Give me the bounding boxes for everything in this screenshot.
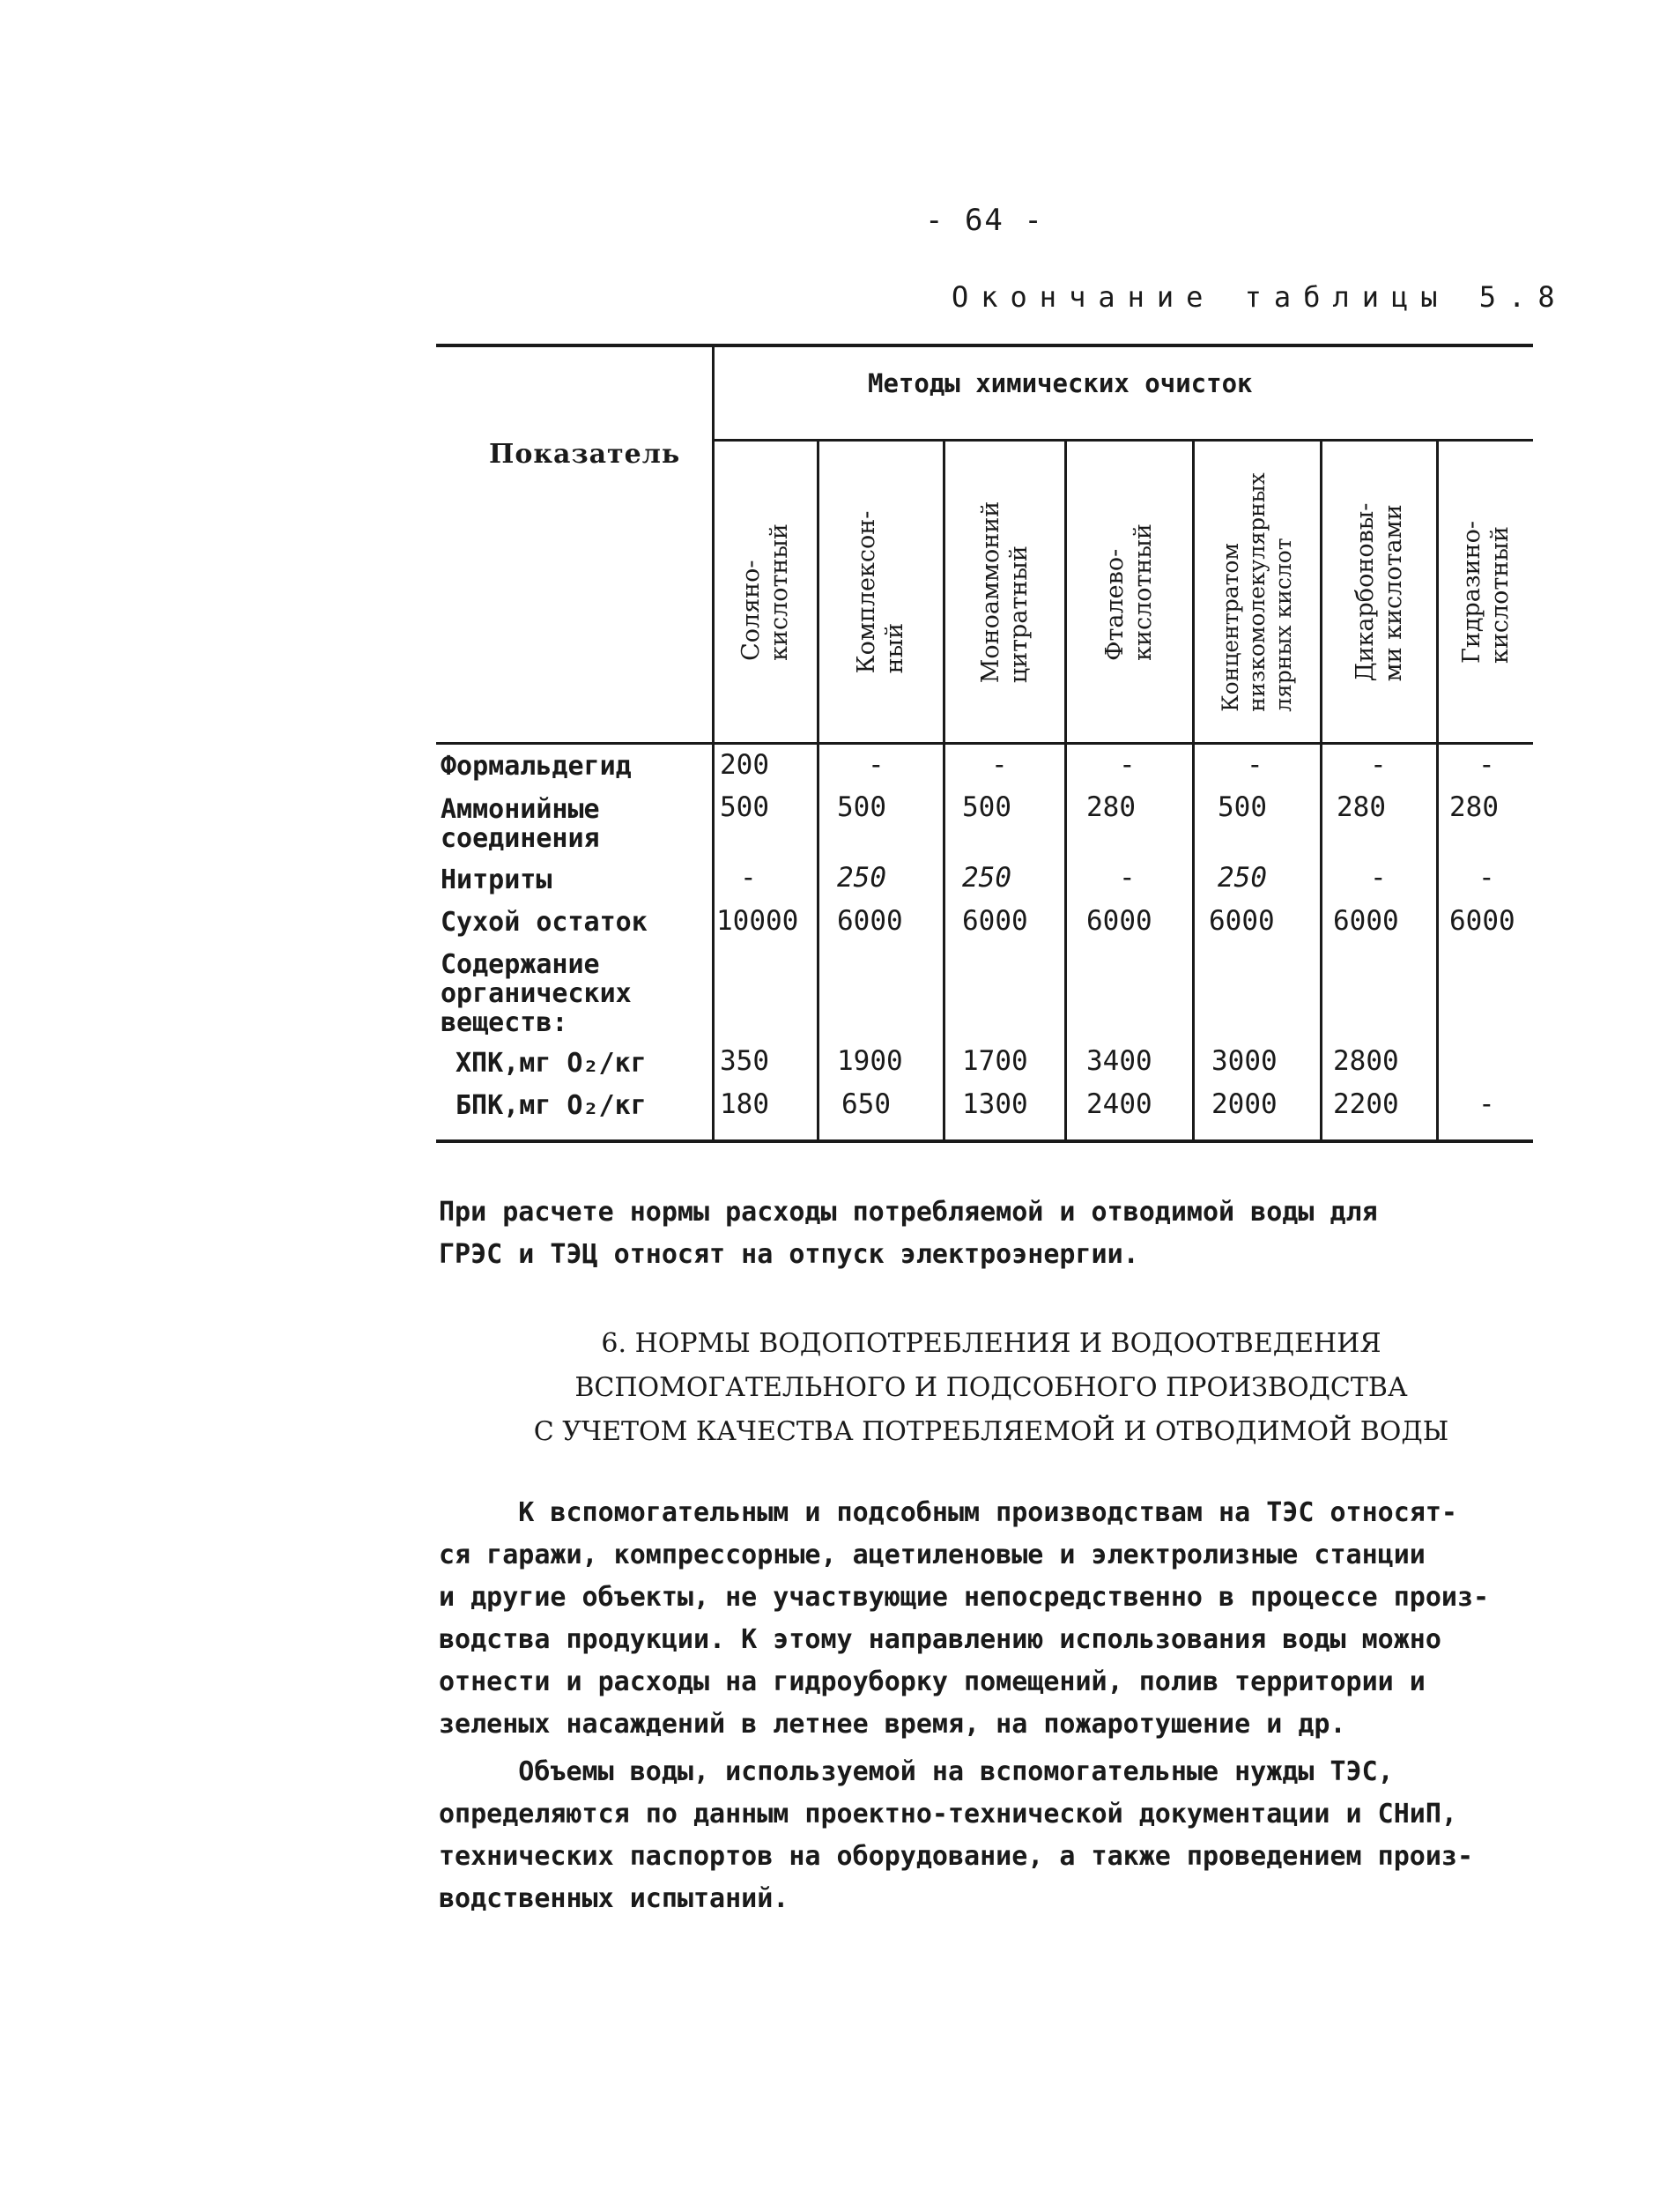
table-cell: 250: [962, 862, 1011, 894]
table-cell: -: [868, 749, 885, 781]
table-top-border: [436, 344, 1533, 347]
row-label: Нитриты: [441, 865, 552, 895]
table-cell: -: [991, 749, 1008, 781]
table-cell: 1700: [962, 1045, 1028, 1077]
table-cell: 180: [720, 1088, 769, 1120]
row-label: Сухой остаток: [441, 907, 648, 938]
table-cell: -: [740, 862, 757, 894]
methods-header-divider: [712, 439, 1533, 442]
column-header: Комплексон- ный: [853, 510, 908, 674]
table-cell: 3000: [1211, 1045, 1278, 1077]
table-cell: 280: [1449, 791, 1499, 823]
table-cell: 6000: [962, 905, 1028, 937]
table-cell: 350: [720, 1045, 769, 1077]
table-cell: -: [1478, 1088, 1495, 1120]
column-header: Гидразино- кислотный: [1457, 521, 1514, 664]
column-header: Соляно- кислотный: [737, 523, 793, 661]
section-title-line: ВСПОМОГАТЕЛЬНОГО И ПОДСОБНОГО ПРОИЗВОДСТВА: [574, 1372, 1408, 1403]
table-cell: 6000: [1333, 905, 1399, 937]
section-title-line: 6. НОРМЫ ВОДОПОТРЕБЛЕНИЯ И ВОДООТВЕДЕНИЯ: [601, 1328, 1381, 1359]
table-cell: 250: [837, 862, 886, 894]
table-cell: 250: [1218, 862, 1267, 894]
header-bottom-border: [436, 742, 1533, 745]
table-cell: 2000: [1211, 1088, 1278, 1120]
column-header: Моноаммоний цитратный: [976, 501, 1033, 684]
column-header: Фталево- кислотный: [1101, 523, 1157, 661]
table-cell: -: [1119, 749, 1136, 781]
section-title: [441, 1322, 1542, 1454]
table-cell: 6000: [837, 905, 903, 937]
table-cell: -: [1478, 862, 1495, 894]
page-number: - 64 -: [925, 203, 1044, 238]
table-cell: -: [1119, 862, 1136, 894]
table-cell: -: [1478, 749, 1495, 781]
table-cell: 10000: [716, 905, 799, 937]
table-cell: 500: [837, 791, 886, 823]
table-cell: 500: [962, 791, 1011, 823]
table-cell: 2800: [1333, 1045, 1399, 1077]
table-cell: -: [1370, 862, 1387, 894]
row-label: БПК,мг O₂/кг: [456, 1090, 647, 1121]
column-header: Концентратом низкомолекулярных лярных кислот: [1218, 472, 1296, 712]
row-label: Содержание органических веществ:: [441, 949, 632, 1038]
paragraph-norms-note: При расчете нормы расходы потребляемой и отводимой воды для ГРЭС и ТЭЦ относят на отпуск электроэнергии.: [439, 1197, 1378, 1270]
table-cell: 280: [1337, 791, 1386, 823]
indicator-header: Показатель: [489, 439, 681, 470]
paragraph-auxiliary-production: К вспомогательным и подсобным производствам на ТЭС относят- ся гаражи, компрессорные, ацетиленовые и электролизные станции и другие объекты, не участвующие непосредственно в процессе произ- водства продукции. К этому направлению использования воды можно отнести и расходы на гидроуборку помещений, полив территории и зеленых насаждений в летнее время, на пожаротушение и др.: [439, 1497, 1490, 1740]
table-cell: 6000: [1449, 905, 1515, 937]
table-cell: 2200: [1333, 1088, 1399, 1120]
table-caption: Окончание таблицы 5.8: [952, 280, 1567, 314]
paragraph-water-volumes: Объемы воды, используемой на вспомогательные нужды ТЭС, определяются по данным проектно-технической документации и СНиП, технических паспортов на оборудование, а также проведением произ- водственных испытаний.: [439, 1756, 1473, 1914]
table-cell: 6000: [1086, 905, 1152, 937]
table-cell: 1300: [962, 1088, 1028, 1120]
row-label: ХПК,мг O₂/кг: [456, 1048, 647, 1079]
table-cell: 200: [720, 749, 769, 781]
table-cell: -: [1370, 749, 1387, 781]
section-title-line: С УЧЕТОМ КАЧЕСТВА ПОТРЕБЛЯЕМОЙ И ОТВОДИМОЙ ВОДЫ: [533, 1416, 1449, 1447]
table-cell: 2400: [1086, 1088, 1152, 1120]
row-label: Аммонийные соединения: [441, 794, 600, 854]
table-cell: 280: [1086, 791, 1136, 823]
table-cell: 500: [1218, 791, 1267, 823]
table-bottom-border: [436, 1139, 1533, 1143]
table-cell: 1900: [837, 1045, 903, 1077]
methods-header: Методы химических очисток: [868, 368, 1253, 398]
column-header: Дикарбоновы- ми кислотами: [1351, 502, 1407, 682]
data-table: [436, 344, 1533, 1154]
table-cell: 3400: [1086, 1045, 1152, 1077]
table-cell: 650: [841, 1088, 891, 1120]
row-label: Формальдегид: [441, 751, 632, 782]
table-cell: 500: [720, 791, 769, 823]
table-cell: 6000: [1209, 905, 1275, 937]
table-cell: -: [1247, 749, 1263, 781]
